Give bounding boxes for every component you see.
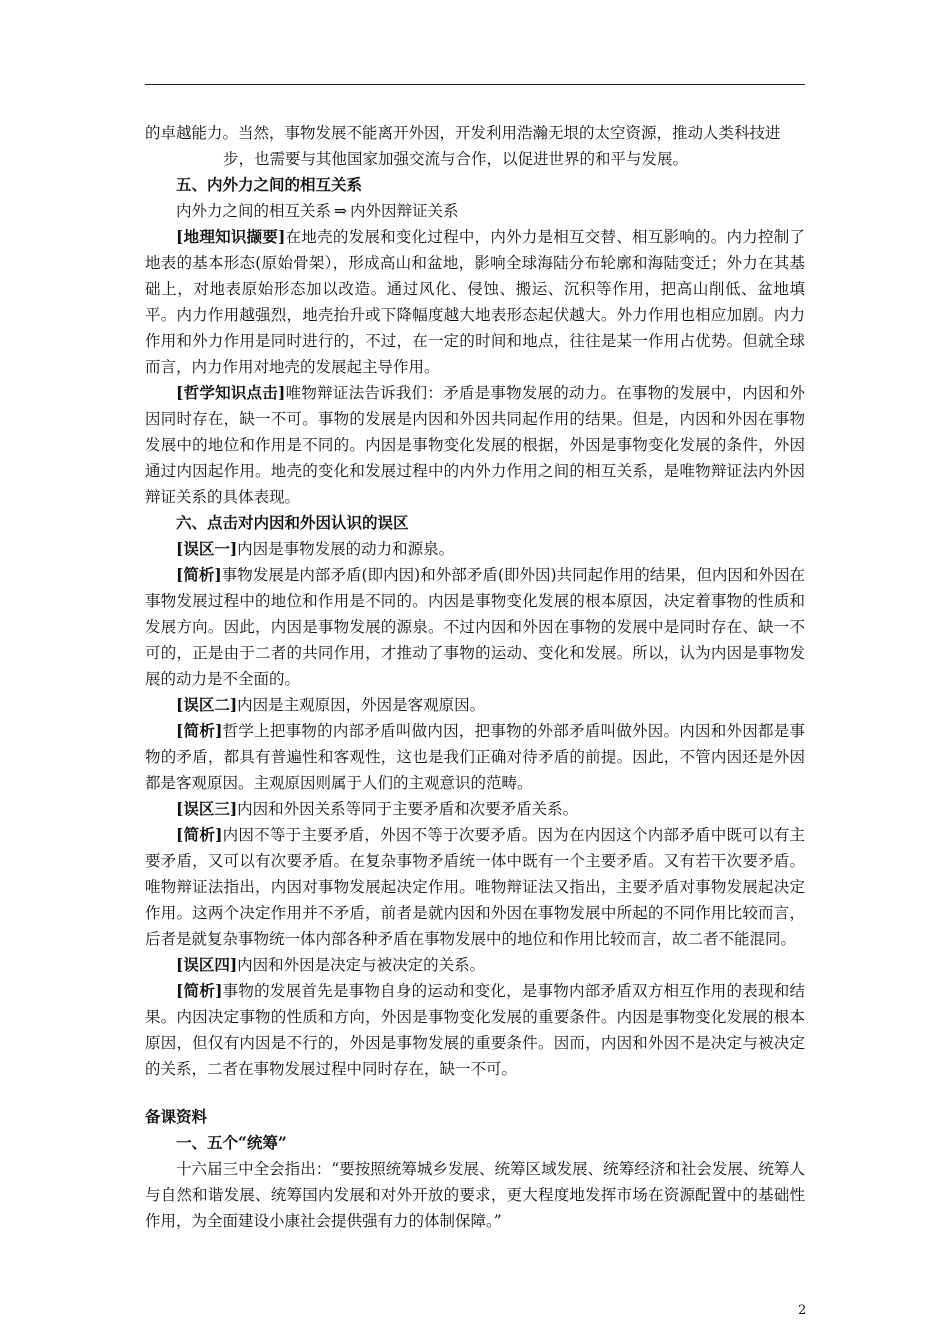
analysis-3-tag: [简析] xyxy=(176,825,223,844)
misconception-4-text: 内因和外因是决定与被决定的关系。 xyxy=(237,956,486,974)
misconception-4 xyxy=(145,952,805,978)
phil-paragraph xyxy=(145,380,805,510)
section-heading-6: 六、点击对内因和外因认识的误区 xyxy=(176,513,409,532)
phil-text: 唯物辩证法告诉我们：矛盾是事物发展的动力。在事物的发展中，内因和外因同时存在，缺一不可。事物的发展是内因和外因共同起作用的结果。但是，内因和外因在事物发展中的地位和作用是不同的。内因是事物变化发展的根据，外因是事物变化发展的条件，外因通过内因起作用。地壳的变化和发展过程中的内外力作用之间的相互关系，是唯物辩证法内外因辩证关系的具体表现。 xyxy=(145,384,805,506)
relation-left: 内外力之间的相互关系 xyxy=(176,202,332,220)
analysis-4 xyxy=(145,978,805,1082)
analysis-1-tag: [简析] xyxy=(176,565,222,584)
prep-heading-1: 一、五个“统筹” xyxy=(176,1133,287,1152)
analysis-3 xyxy=(145,822,805,952)
misconception-3-text: 内因和外因关系等同于主要矛盾和次要矛盾关系。 xyxy=(237,800,579,818)
misconception-1-tag: [误区一] xyxy=(176,539,238,558)
analysis-4-text: 事物的发展首先是事物自身的运动和变化，是事物内部矛盾双方相互作用的表现和结果。内因决定事物的性质和方向，外因是事物变化发展的重要条件。内因是事物变化发展的根本原因，但仅有内因是不行的，外因是事物发展的重要条件。因而，内因和外因不是决定与被决定的关系，二者在事物发展过程中同时存在，缺一不可。 xyxy=(145,982,805,1078)
analysis-1-text: 事物发展是内部矛盾(即内因)和外部矛盾(即外因)共同起作用的结果，但内因和外因在事物发展过程中的地位和作用是不同的。内因是事物变化发展的根本原因，决定着事物的性质和发展方向。因此，内因是事物发展的源泉。不过内因和外因在事物的发展中是同时存在、缺一不可的，正是由于二者的共同作用，才推动了事物的运动、变化和发展。所以，认为内因是事物发展的动力是不全面的。 xyxy=(145,566,805,688)
analysis-2 xyxy=(145,718,805,796)
geo-text: 在地壳的发展和变化过程中，内外力是相互交替、相互影响的。内力控制了地表的基本形态(原始骨架），形成高山和盆地，影响全球海陆分布轮廓和海陆变迁；外力在其基础上，对地表原始形态加以改造。通过风化、侵蚀、搬运、沉积等作用，把高山削低、盆地填平。内力作用越强烈，地壳抬升或下降幅度越大地表形态起伏越大。外力作用也相应加剧。内力作用和外力作用是同时进行的，不过，在一定的时间和地点，往往是某一作用占优势。但就全球而言，内力作用对地壳的发展起主导作用。 xyxy=(145,228,805,376)
analysis-1 xyxy=(145,562,805,692)
analysis-2-text: 哲学上把事物的内部矛盾叫做内因，把事物的外部矛盾叫做外因。内因和外因都是事物的矛盾，都具有普遍性和客观性，这也是我们正确对待矛盾的前提。因此，不管内因还是外因都是客观原因。主观原因则属于人们的主观意识的范畴。 xyxy=(145,722,805,792)
misconception-1-text: 内因是事物发展的动力和源泉。 xyxy=(237,540,455,558)
header-rule xyxy=(145,84,805,85)
misconception-1 xyxy=(145,536,805,562)
relation-line xyxy=(145,198,805,224)
analysis-4-tag: [简析] xyxy=(176,981,223,1000)
paragraph-continued: 的卓越能力。当然，事物发展不能离开外因，开发利用浩瀚无垠的太空资源，推动人类科技进 xyxy=(145,124,781,142)
phil-tag: [哲学知识点击] xyxy=(176,383,286,402)
misconception-3-tag: [误区三] xyxy=(176,799,238,818)
relation-right: 内外因辩证关系 xyxy=(350,202,459,220)
section-heading-5: 五、内外力之间的相互关系 xyxy=(176,175,363,194)
misconception-4-tag: [误区四] xyxy=(176,955,238,974)
geo-tag: [地理知识撷要] xyxy=(176,227,286,246)
arrow-icon: ⇒ xyxy=(334,202,348,220)
misconception-3 xyxy=(145,796,805,822)
section-spacer xyxy=(145,1082,805,1104)
page-number: 2 xyxy=(798,1303,807,1318)
misconception-2-tag: [误区二] xyxy=(176,695,238,714)
paragraph-continued-tail: 步，也需要与其他国家加强交流与合作，以促进世界的和平与发展。 xyxy=(223,150,689,168)
prep-paragraph: 十六届三中全会指出：“要按照统筹城乡发展、统筹区域发展、统筹经济和社会发展、统筹人与自然和谐发展、统筹国内发展和对外开放的要求，更大程度地发挥市场在资源配置中的基础性作用，为全面建设小康社会提供强有力的体制保障。” xyxy=(145,1160,805,1230)
misconception-2-text: 内因是主观原因，外因是客观原因。 xyxy=(237,696,486,714)
geo-paragraph xyxy=(145,224,805,380)
analysis-2-tag: [简析] xyxy=(176,721,223,740)
misconception-2 xyxy=(145,692,805,718)
document-body xyxy=(145,120,805,1234)
prep-title: 备课资料 xyxy=(145,1107,208,1126)
analysis-3-text: 内因不等于主要矛盾，外因不等于次要矛盾。因为在内因这个内部矛盾中既可以有主要矛盾，又可以有次要矛盾。在复杂事物矛盾统一体中既有一个主要矛盾。又有若干次要矛盾。唯物辩证法指出，内因对事物发展起决定作用。唯物辩证法又指出，主要矛盾对事物发展起决定作用。这两个决定作用并不矛盾，前者是就内因和外因在事物发展中所起的不同作用比较而言，后者是就复杂事物统一体内部各种矛盾在事物发展中的地位和作用比较而言，故二者不能混同。 xyxy=(145,826,805,948)
